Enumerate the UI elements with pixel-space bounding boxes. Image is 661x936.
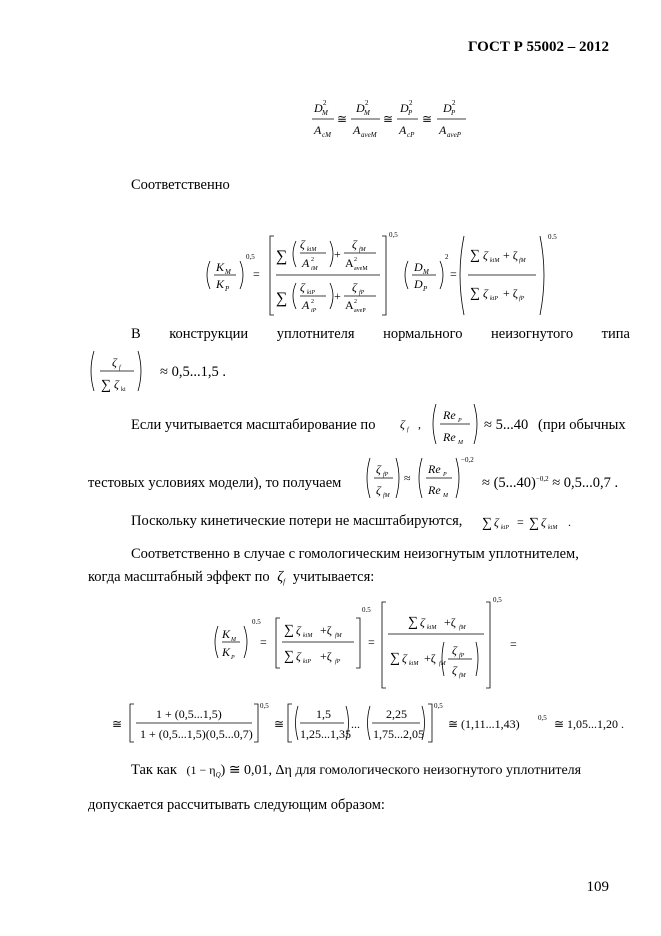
svg-text:≅ (1,11...1,43): ≅ (1,11...1,43) — [448, 717, 520, 731]
svg-text:=: = — [260, 635, 267, 649]
svg-text:kiM: kiM — [427, 625, 437, 631]
svg-text:0.5: 0.5 — [548, 233, 557, 241]
value-test-result: ≈ $(5...40)^{-0,2} \approx 0,5...0,7$ . — [482, 475, 619, 491]
svg-text:2: 2 — [354, 257, 357, 263]
svg-text:ζ: ζ — [376, 483, 381, 497]
svg-text:∑: ∑ — [276, 248, 288, 265]
paragraph-scaling-suffix: (при обычных — [538, 417, 626, 433]
svg-text:ζ: ζ — [483, 248, 488, 262]
svg-text:A: A — [399, 123, 407, 137]
svg-text:2: 2 — [323, 99, 327, 107]
svg-text:Re: Re — [428, 462, 441, 476]
svg-text:ζ: ζ — [112, 355, 117, 369]
svg-text:kiM: kiM — [548, 525, 558, 531]
svg-text:1,75...2,05: 1,75...2,05 — [373, 727, 424, 741]
svg-text:fM: fM — [383, 493, 390, 499]
svg-text:1 + (0,5...1,5): 1 + (0,5...1,5) — [156, 707, 222, 721]
svg-text:,: , — [418, 417, 421, 431]
svg-text:K: K — [222, 627, 231, 641]
svg-text:kiM: kiM — [490, 258, 500, 264]
svg-text:ζ: ζ — [376, 462, 381, 476]
svg-text:ζ: ζ — [300, 280, 305, 294]
svg-text:∑: ∑ — [284, 623, 294, 638]
svg-text:2: 2 — [365, 99, 369, 107]
svg-text:2: 2 — [409, 99, 413, 107]
svg-text:kiM: kiM — [307, 247, 317, 253]
svg-text:ζ: ζ — [352, 237, 357, 251]
svg-text:+ζ: +ζ — [320, 623, 332, 637]
svg-text:kiM: kiM — [409, 661, 419, 667]
svg-text:ζ: ζ — [400, 417, 405, 431]
svg-text:fP: fP — [359, 290, 365, 296]
svg-text:=: = — [510, 637, 517, 651]
svg-text:+: + — [334, 289, 341, 303]
paragraph-since: Так как $(1 - \eta_Q)$ ≅ 0,01, Δη для гомологического неизогнутого уплотнителя — [131, 762, 582, 779]
svg-text:≅: ≅ — [112, 717, 123, 731]
svg-text:ζ: ζ — [483, 286, 488, 300]
svg-text:∑: ∑ — [276, 290, 288, 307]
svg-text:M: M — [231, 637, 236, 643]
paragraph-calc: допускается рассчитывать следующим образом: — [88, 797, 385, 813]
svg-text:≈: ≈ — [404, 471, 411, 485]
svg-text:∑: ∑ — [408, 615, 418, 630]
svg-text:fM: fM — [459, 625, 466, 631]
svg-text:A: A — [345, 256, 354, 270]
svg-text:0,5: 0,5 — [434, 702, 443, 710]
svg-text:Re: Re — [443, 408, 456, 422]
svg-text:0,5: 0,5 — [246, 253, 255, 261]
svg-text:fM: fM — [335, 633, 342, 639]
formula-zeta-ratio — [88, 347, 158, 397]
paragraph-test-conditions: тестовых условиях модели), то получаем — [88, 475, 342, 491]
svg-text:0,5: 0,5 — [493, 596, 502, 604]
svg-text:f: f — [119, 365, 121, 371]
svg-text:fM: fM — [459, 673, 466, 679]
svg-text:∑: ∑ — [390, 651, 400, 666]
svg-text:∑: ∑ — [529, 516, 539, 531]
svg-text:D: D — [400, 101, 409, 115]
formula-kinetic-sum — [480, 507, 590, 535]
svg-text:P: P — [408, 109, 413, 117]
formula-ratio-chain — [300, 96, 500, 140]
svg-text:∑: ∑ — [482, 516, 492, 531]
svg-text:cM: cM — [322, 131, 331, 139]
svg-text:P: P — [231, 655, 235, 661]
svg-text:aveM: aveM — [354, 266, 368, 272]
formula-homologous — [210, 596, 540, 692]
value-scaling: ≈ 5...40 — [484, 417, 529, 433]
svg-text:0,5: 0,5 — [389, 231, 398, 239]
svg-text:=: = — [253, 267, 260, 281]
svg-text:aveM: aveM — [361, 131, 377, 139]
svg-text:ζ: ζ — [114, 377, 119, 391]
svg-text:+ ζ: + ζ — [503, 248, 518, 262]
svg-text:kiP: kiP — [307, 290, 315, 296]
svg-text:0.5: 0.5 — [252, 618, 261, 626]
svg-text:ζ: ζ — [452, 663, 457, 677]
svg-text:2: 2 — [311, 299, 314, 305]
value-approx-1: ≈ 0,5...1,5 . — [160, 364, 226, 380]
svg-text:∑: ∑ — [284, 649, 294, 664]
svg-text:∑: ∑ — [101, 378, 111, 393]
page-number: 109 — [586, 879, 609, 895]
svg-text:2: 2 — [311, 257, 314, 263]
svg-text:ζ: ζ — [494, 515, 499, 529]
svg-text:kiP: kiP — [490, 296, 498, 302]
svg-text:A: A — [439, 123, 447, 137]
svg-text:≅: ≅ — [383, 112, 394, 126]
svg-text:...: ... — [351, 717, 360, 731]
svg-text:≅ 1,05...1,20 .: ≅ 1,05...1,20 . — [554, 717, 625, 731]
svg-text:fM: fM — [439, 661, 446, 667]
svg-text:fP: fP — [459, 653, 465, 659]
svg-text:+ζ: +ζ — [444, 615, 456, 629]
svg-text:M: M — [364, 109, 370, 117]
svg-text:kiP: kiP — [501, 525, 509, 531]
svg-text:iM: iM — [311, 266, 318, 272]
svg-text:M: M — [458, 440, 463, 446]
svg-text:0,5: 0,5 — [538, 714, 547, 722]
svg-text:fP: fP — [335, 659, 341, 665]
svg-text:+ ζ: + ζ — [503, 286, 518, 300]
svg-text:aveP: aveP — [354, 308, 366, 314]
svg-text:D: D — [414, 260, 423, 274]
svg-text:P: P — [451, 109, 456, 117]
svg-text:ζ: ζ — [296, 649, 301, 663]
svg-text:∑: ∑ — [470, 286, 480, 301]
svg-text:0,5: 0,5 — [260, 702, 269, 710]
svg-text:P: P — [443, 472, 447, 478]
svg-text:2: 2 — [445, 253, 449, 261]
svg-text:ζ: ζ — [402, 651, 407, 665]
formula-test-ratio — [364, 452, 484, 502]
svg-text:D: D — [414, 277, 423, 291]
formula-k-ratio — [196, 231, 576, 321]
svg-text:+ζ: +ζ — [320, 649, 332, 663]
svg-text:ki: ki — [121, 387, 126, 393]
svg-text:≅: ≅ — [337, 112, 348, 126]
svg-text:aveP: aveP — [447, 131, 461, 139]
svg-text:P: P — [423, 285, 428, 293]
svg-text:1,5: 1,5 — [316, 707, 331, 721]
svg-text:A: A — [345, 298, 354, 312]
svg-text:fP: fP — [519, 296, 525, 302]
svg-text:2: 2 — [452, 99, 456, 107]
svg-text:M: M — [322, 109, 328, 117]
svg-text:=: = — [368, 635, 375, 649]
svg-text:M: M — [443, 493, 448, 499]
svg-text:fM: fM — [519, 258, 526, 264]
svg-text:D: D — [356, 101, 365, 115]
svg-text:A: A — [302, 256, 310, 270]
svg-text:ζ: ζ — [452, 643, 457, 657]
svg-text:K: K — [216, 260, 225, 274]
svg-text:=: = — [450, 267, 457, 281]
svg-text:2,25: 2,25 — [386, 707, 407, 721]
formula-result — [112, 698, 642, 748]
svg-text:A: A — [302, 298, 310, 312]
svg-text:+ζ: +ζ — [424, 651, 436, 665]
svg-text:=: = — [517, 515, 524, 529]
svg-text:iP: iP — [311, 308, 317, 314]
svg-text:0.5: 0.5 — [362, 606, 371, 614]
svg-text:fP: fP — [383, 472, 389, 478]
svg-text:.: . — [568, 515, 571, 529]
paragraph-accordingly: Соответственно — [131, 177, 230, 193]
svg-text:∑: ∑ — [470, 248, 480, 263]
svg-text:1,25...1,35: 1,25...1,35 — [300, 727, 351, 741]
svg-text:1 + (0,5...1,5)(0,5...0,7): 1 + (0,5...1,5)(0,5...0,7) — [140, 727, 253, 741]
svg-text:fM: fM — [359, 247, 366, 253]
paragraph-kinetic: Поскольку кинетические потери не масштабируются, — [131, 513, 463, 529]
f1-t1-num: D — [314, 101, 323, 115]
svg-text:P: P — [225, 285, 230, 293]
paragraph-homologous-2: когда масштабный эффект по $\zeta_f$ учитывается: — [88, 569, 375, 586]
svg-text:kiP: kiP — [303, 659, 311, 665]
svg-text:cP: cP — [407, 131, 415, 139]
svg-text:≅: ≅ — [274, 717, 285, 731]
svg-text:ζ: ζ — [420, 615, 425, 629]
svg-text:Re: Re — [428, 483, 441, 497]
svg-text:2: 2 — [354, 299, 357, 305]
paragraph-scaling: Если учитывается масштабирование по — [131, 417, 376, 433]
svg-text:A: A — [314, 123, 322, 137]
standard-header: ГОСТ Р 55002 – 2012 — [467, 39, 609, 55]
svg-text:ζ: ζ — [541, 515, 546, 529]
svg-text:Re: Re — [443, 430, 456, 444]
paragraph-homologous-1: Соответственно в случае с гомологическим неизогнутым уплотнителем, — [131, 546, 579, 562]
svg-text:≅: ≅ — [422, 112, 433, 126]
svg-text:P: P — [458, 418, 462, 424]
svg-text:ζ: ζ — [300, 237, 305, 251]
svg-text:kiM: kiM — [303, 633, 313, 639]
svg-text:A: A — [353, 123, 361, 137]
svg-text:f: f — [407, 427, 409, 433]
svg-text:ζ: ζ — [296, 623, 301, 637]
svg-text:ζ: ζ — [352, 280, 357, 294]
svg-text:M: M — [423, 268, 429, 276]
svg-text:M: M — [225, 268, 231, 276]
svg-text:K: K — [222, 645, 231, 659]
svg-text:−0,2: −0,2 — [461, 456, 474, 464]
svg-text:+: + — [334, 247, 341, 261]
svg-text:D: D — [443, 101, 452, 115]
paragraph-construction: В конструкции уплотнителя нормального неизогнутого типа — [131, 326, 630, 342]
svg-text:K: K — [216, 277, 225, 291]
